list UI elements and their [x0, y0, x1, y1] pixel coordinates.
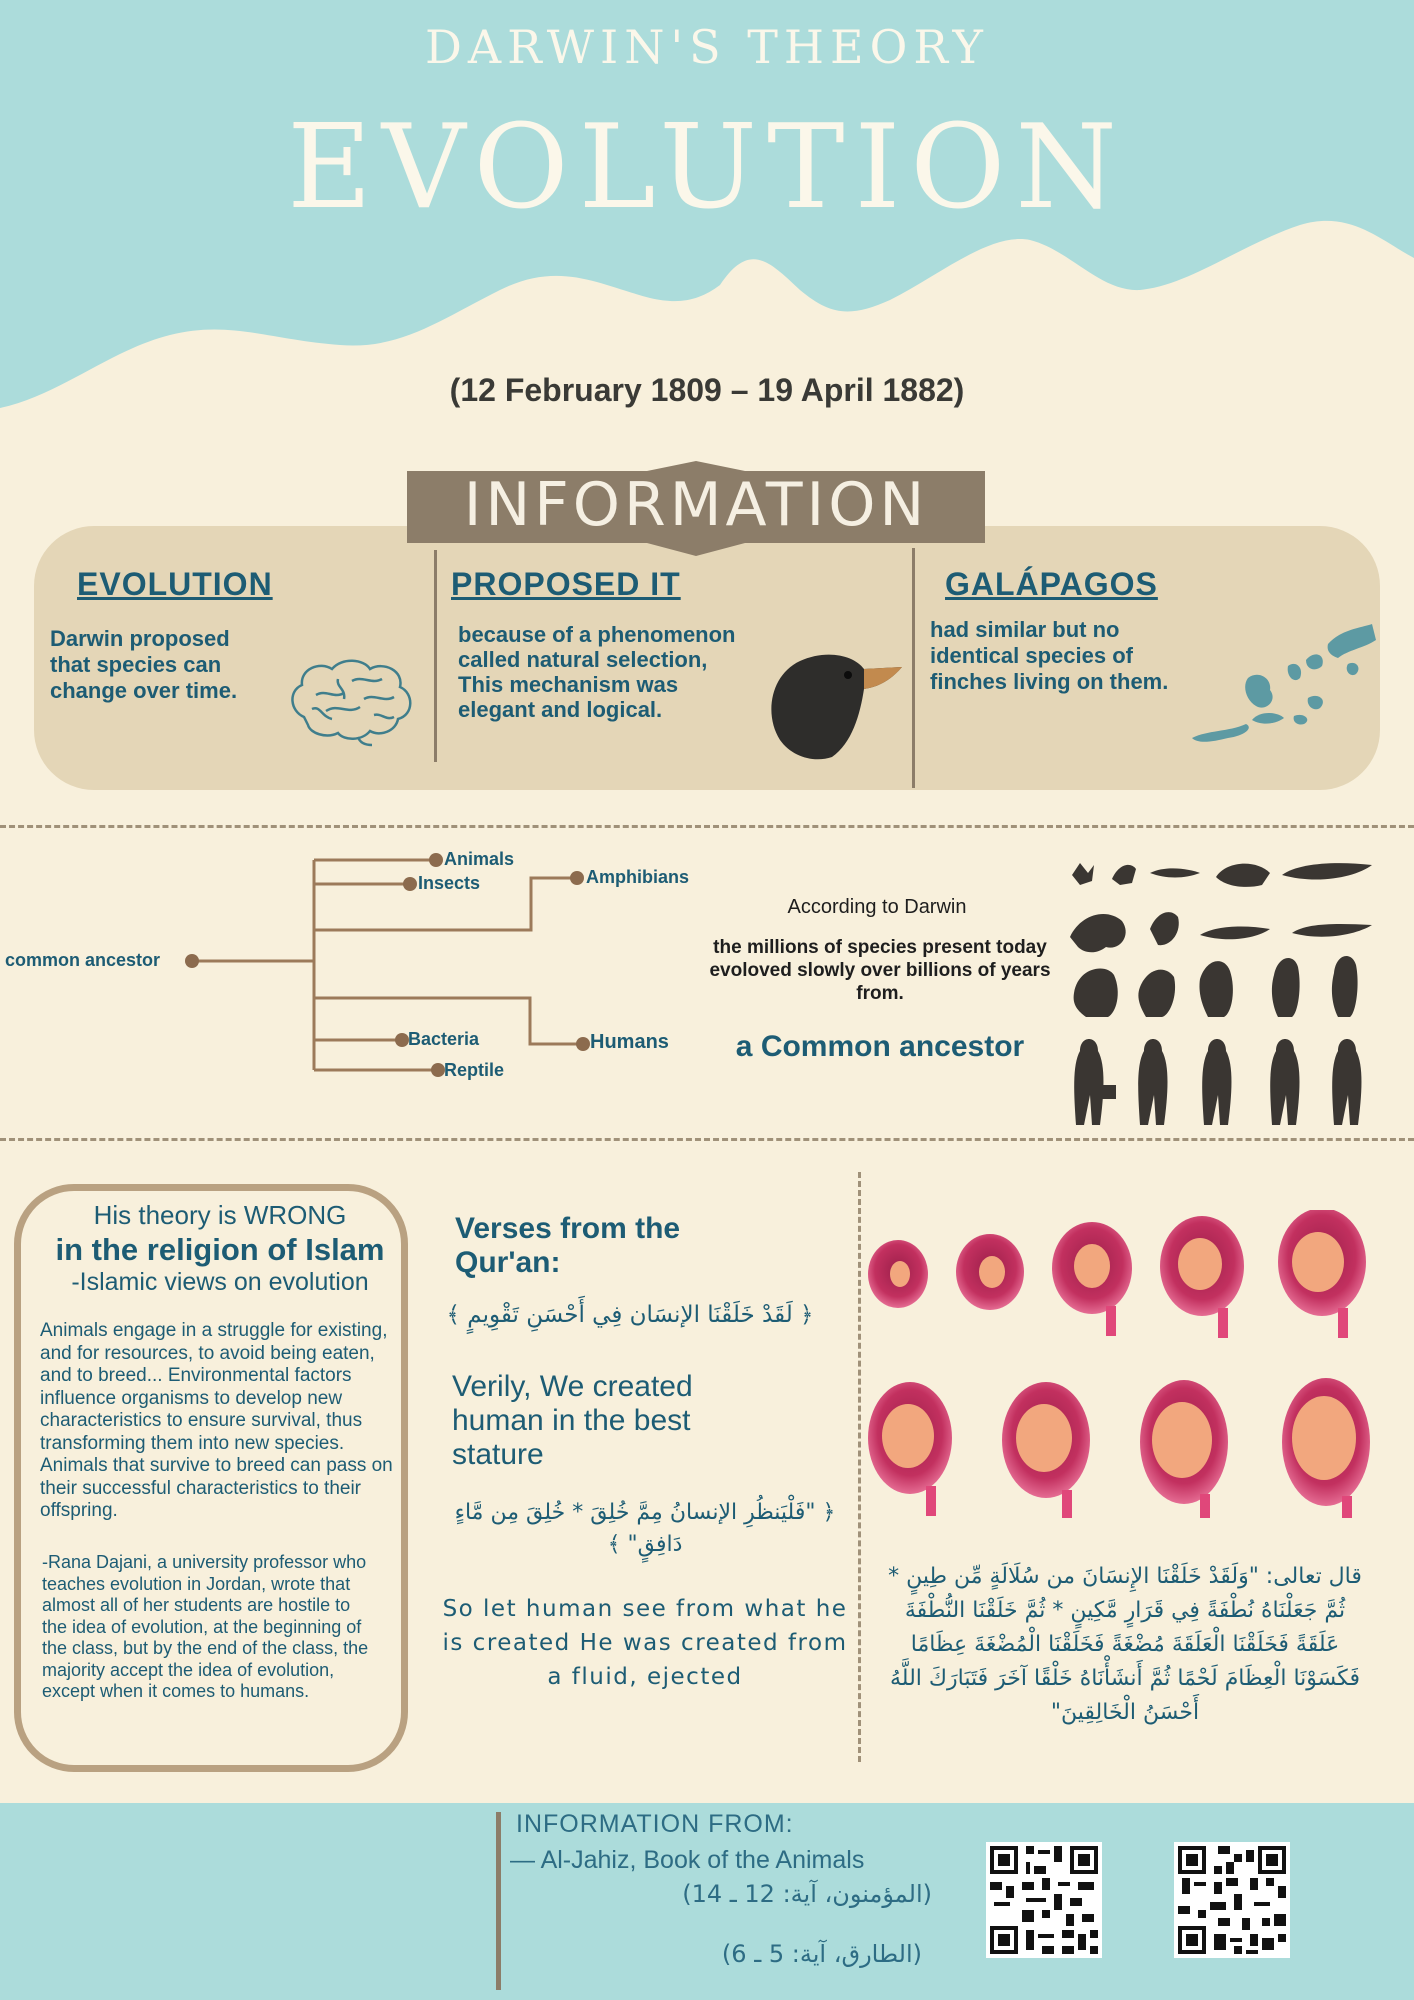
brain-icon — [286, 655, 416, 747]
darwin-intro: According to Darwin — [787, 896, 967, 918]
vertical-divider — [858, 1172, 861, 1762]
quran-verse-creation-stages: قال تعالى: "وَلَقَدْ خَلَقْنَا الإِنسَانَ من سُلَالَةٍ مِّن طِينٍ * ثُمَّ جَعَلْنَاهُ نُطْفَةً فِي قَرَارٍ مَّكِينٍ * ثُمَّ خَلَقْنَا النُّطْفَةَ عَلَقَةً فَخَلَقْنَا الْعَلَقَةَ مُضْغَةً فَخَلَقْنَا الْمُضْغَةَ عِظَامًا فَكَسَوْنَا الْعِظَامَ لَحْمًا ثُمَّ أَنشَأْنَاهُ خَلْقًا آخَرَ فَتَبَارَكَ اللَّهُ أَحْسَنُ الْخَالِقِينَ" — [888, 1564, 1362, 1725]
tree-root-label: common ancestor — [5, 950, 161, 970]
tree-leaf-animals: Animals — [444, 849, 515, 869]
column-divider — [912, 548, 915, 788]
qr-code-icon[interactable] — [1174, 1842, 1290, 1958]
source-al-muminun: (المؤمنون، آية: 12 ـ 14) — [682, 1880, 932, 1908]
darwin-statement: the millions of species present today evoloved slowly over billions of years from. — [709, 937, 1051, 1004]
column-divider — [434, 550, 437, 762]
source-al-tariq: (الطارق، آية: 5 ـ 6) — [721, 1940, 922, 1968]
islam-paragraph-struggle: Animals engage in a struggle for existing, and for resources, to avoid being eaten, and to breed... Environmental factors influence organisms to develop new characteristics to ensure survival, thus transforming them into new species. Animals that survive to breed can pass on their successful characteristics to their offspring. — [40, 1320, 393, 1521]
verse-1-arabic: ﴿ لَقَدْ خَلَقْنَا الإنسَان فِي أَحْسَنِ تَقْوِيمٍ ﴾ — [446, 1302, 814, 1328]
column-body-proposed-it: because of a phenomenon called natural selection, This mechanism was elegant and logical. — [458, 622, 736, 722]
finch-icon — [760, 645, 905, 763]
sources-title: INFORMATION FROM: — [516, 1810, 794, 1838]
tree-leaf-reptile: Reptile — [444, 1060, 505, 1080]
qr-code-icon[interactable] — [986, 1842, 1102, 1958]
verses-title: Verses from the Qur'an: — [455, 1212, 681, 1279]
tree-leaf-bacteria: Bacteria — [408, 1029, 480, 1049]
tree-leaf-amphibians: Amphibians — [586, 867, 690, 887]
verse-2-english: So let human see from what he is created He was created from a fluid, ejected — [442, 1596, 848, 1690]
islam-heading-wrong: His theory is WRONG — [93, 1200, 347, 1230]
column-title-proposed-it: PROPOSED IT — [451, 566, 681, 602]
islam-paragraph-rana-dajani: -Rana Dajani, a university professor who teaches evolution in Jordan, wrote that almost all of her students are hostile to the idea of evolution, at the beginning of the class, but by the end of the class, the majority accept the idea of evolution, except when it comes to humans. — [42, 1552, 369, 1701]
column-title-galapagos: GALÁPAGOS — [945, 566, 1158, 602]
section-divider — [0, 825, 1414, 828]
section-divider — [0, 1138, 1414, 1141]
islam-heading-religion: in the religion of Islam — [55, 1232, 385, 1267]
evolution-silhouettes-icon — [1066, 855, 1378, 1127]
darwin-life-dates: (12 February 1809 – 19 April 1882) — [449, 372, 965, 408]
verse-1-english: Verily, We created human in the best stature — [452, 1370, 693, 1471]
embryo-stages-icon — [866, 1210, 1376, 1520]
column-title-evolution: EVOLUTION — [77, 566, 273, 602]
column-body-galapagos: had similar but no identical species of finches living on them. — [930, 617, 1169, 694]
source-al-jahiz: — Al-Jahiz, Book of the Animals — [510, 1846, 865, 1874]
tree-leaf-insects: Insects — [418, 873, 481, 893]
ancestry-tree — [180, 850, 600, 1080]
verse-2-arabic: ﴿ "فَلْيَنظُرِ الإنسانُ مِمَّ خُلِقَ * خُلِقَ مِن مَّاءٍ دَافِقٍ" ﴾ — [454, 1500, 836, 1557]
islam-heading-views: -Islamic views on evolution — [71, 1268, 369, 1296]
information-banner-label: INFORMATION — [463, 470, 929, 540]
footer-divider — [496, 1812, 501, 1990]
common-ancestor-heading: a Common ancestor — [735, 1030, 1025, 1063]
islands-map-icon — [1188, 620, 1380, 748]
header-subtitle: DARWIN'S THEORY — [425, 20, 989, 74]
header-title: EVOLUTION — [287, 100, 1127, 235]
column-body-evolution: Darwin proposed that species can change over time. — [50, 626, 238, 703]
tree-leaf-humans: Humans — [590, 1031, 669, 1053]
